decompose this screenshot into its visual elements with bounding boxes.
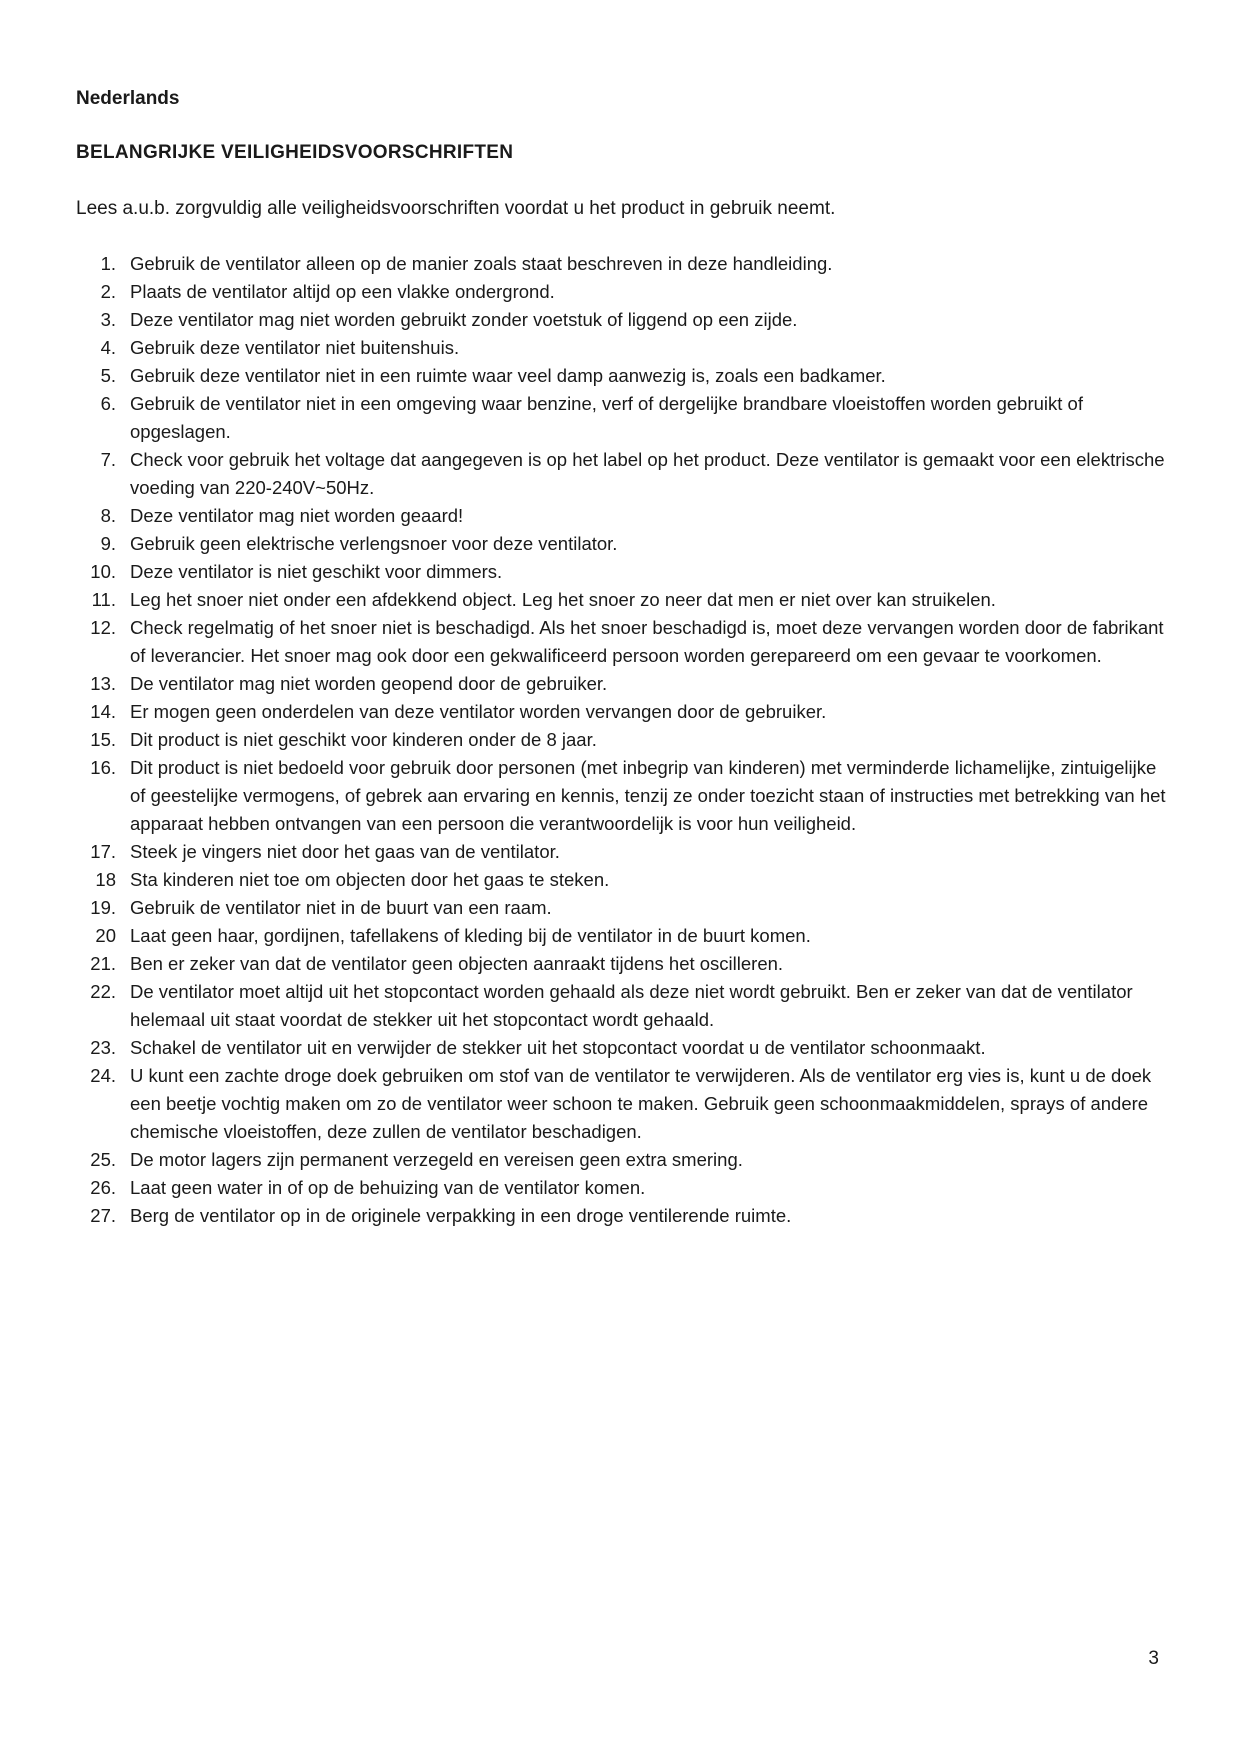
list-item-text: De motor lagers zijn permanent verzegeld en vereisen geen extra smering. — [130, 1149, 743, 1170]
list-item — [76, 894, 1176, 922]
list-item-text: Gebruik deze ventilator niet buitenshuis. — [130, 337, 460, 358]
list-item — [76, 866, 1176, 894]
list-item-number: 13. — [90, 673, 116, 694]
list-item — [76, 530, 1176, 558]
list-item-text: Sta kinderen niet toe om objecten door het gaas te steken. — [130, 869, 610, 890]
list-item — [76, 362, 1176, 390]
list-item — [76, 754, 1176, 838]
list-item-number: 18 — [95, 869, 116, 890]
language-heading: Nederlands — [76, 88, 180, 109]
list-item-text: Steek je vingers niet door het gaas van de ventilator. — [130, 841, 560, 862]
list-item-number: 17. — [90, 841, 116, 862]
page-number: 3 — [1148, 1648, 1159, 1669]
list-item — [76, 334, 1176, 362]
list-item — [76, 978, 1176, 1034]
list-item-number: 24. — [90, 1065, 116, 1086]
list-item-text: Deze ventilator mag niet worden gebruikt zonder voetstuk of liggend op een zijde. — [130, 309, 798, 330]
list-item — [76, 950, 1176, 978]
list-item-number: 20 — [95, 925, 116, 946]
list-item — [76, 1146, 1176, 1174]
list-item-number: 23. — [90, 1037, 116, 1058]
list-item-text: Ben er zeker van dat de ventilator geen objecten aanraakt tijdens het oscilleren. — [130, 953, 784, 974]
list-item-number: 8. — [100, 505, 116, 526]
list-item-number: 1. — [100, 253, 116, 274]
list-item-text: De ventilator moet altijd uit het stopcontact worden gehaald als deze niet wordt gebruikt. Ben er zeker van dat de ventilator helemaal uit staat voordat de stekker uit het stopcontact wordt gehaald. — [130, 981, 1133, 1030]
list-item-number: 4. — [100, 337, 116, 358]
list-item-number: 2. — [100, 281, 116, 302]
list-item-text: Dit product is niet bedoeld voor gebruik door personen (met inbegrip van kinderen) met verminderde lichamelijke, zintuigelijke of geestelijke vermogens, of gebrek aan ervaring en kennis, tenzij ze onder toezicht staan of instructies met betrekking van het apparaat hebben ontvangen van een persoon die verantwoordelijk is voor hun veiligheid. — [130, 757, 1166, 834]
list-item-number: 19. — [90, 897, 116, 918]
list-item-number: 3. — [100, 309, 116, 330]
list-item-number: 7. — [100, 449, 116, 470]
list-item-number: 6. — [100, 393, 116, 414]
list-item-text: Gebruik de ventilator niet in een omgeving waar benzine, verf of dergelijke brandbare vloeistoffen worden gebruikt of opgeslagen. — [130, 393, 1083, 442]
list-item-number: 5. — [100, 365, 116, 386]
list-item-text: Deze ventilator mag niet worden geaard! — [130, 505, 464, 526]
list-item-number: 14. — [90, 701, 116, 722]
list-item — [76, 670, 1176, 698]
list-item-text: Gebruik de ventilator niet in de buurt van een raam. — [130, 897, 552, 918]
intro-text: Lees a.u.b. zorgvuldig alle veiligheidsvoorschriften voordat u het product in gebruik neemt. — [76, 198, 836, 219]
list-item-number: 10. — [90, 561, 116, 582]
list-item-number: 11. — [91, 589, 116, 610]
list-item-text: Gebruik geen elektrische verlengsnoer voor deze ventilator. — [130, 533, 618, 554]
list-item-number: 9. — [100, 533, 116, 554]
list-item — [76, 278, 1176, 306]
list-item — [76, 922, 1176, 950]
list-item-number: 21. — [90, 953, 116, 974]
list-item-text: U kunt een zachte droge doek gebruiken om stof van de ventilator te verwijderen. Als de ventilator erg vies is, kunt u de doek een beetje vochtig maken om zo de ventilator weer schoon te maken. Gebruik geen schoonmaakmiddelen, sprays of andere chemische vloeistoffen, deze zullen de ventilator beschadigen. — [130, 1065, 1152, 1142]
list-item — [76, 614, 1176, 670]
list-item-number: 27. — [90, 1205, 116, 1226]
list-item-number: 16. — [90, 757, 116, 778]
list-item — [76, 390, 1176, 446]
list-item-text: Gebruik deze ventilator niet in een ruimte waar veel damp aanwezig is, zoals een badkamer. — [130, 365, 886, 386]
list-item — [76, 1174, 1176, 1202]
list-item-text: Laat geen haar, gordijnen, tafellakens of kleding bij de ventilator in de buurt komen. — [130, 925, 811, 946]
list-item — [76, 306, 1176, 334]
list-item — [76, 1034, 1176, 1062]
list-item-number: 26. — [90, 1177, 116, 1198]
list-item — [76, 1202, 1176, 1230]
list-item — [76, 446, 1176, 502]
list-item-text: Gebruik de ventilator alleen op de manier zoals staat beschreven in deze handleiding. — [130, 253, 833, 274]
list-item-text: Check voor gebruik het voltage dat aangegeven is op het label op het product. Deze ventilator is gemaakt voor een elektrische voeding van 220-240V~50Hz. — [130, 449, 1165, 498]
list-item-text: De ventilator mag niet worden geopend door de gebruiker. — [130, 673, 608, 694]
page-title: BELANGRIJKE VEILIGHEIDSVOORSCHRIFTEN — [76, 142, 514, 163]
list-item-number: 15. — [90, 729, 116, 750]
list-item-text: Deze ventilator is niet geschikt voor dimmers. — [130, 561, 503, 582]
list-item-number: 22. — [90, 981, 116, 1002]
list-item-text: Laat geen water in of op de behuizing van de ventilator komen. — [130, 1177, 646, 1198]
list-item — [76, 698, 1176, 726]
list-item — [76, 726, 1176, 754]
list-item-text: Er mogen geen onderdelen van deze ventilator worden vervangen door de gebruiker. — [130, 701, 827, 722]
list-item-text: Dit product is niet geschikt voor kinderen onder de 8 jaar. — [130, 729, 597, 750]
list-item — [76, 838, 1176, 866]
list-item — [76, 586, 1176, 614]
list-item-text: Check regelmatig of het snoer niet is beschadigd. Als het snoer beschadigd is, moet deze vervangen worden door de fabrikant of leverancier. Het snoer mag ook door een gekwalificeerd persoon worden gerepareerd om een gevaar te voorkomen. — [130, 617, 1164, 666]
safety-rules-list — [76, 250, 1176, 1230]
list-item — [76, 502, 1176, 530]
list-item — [76, 1062, 1176, 1146]
list-item-number: 12. — [90, 617, 116, 638]
list-item-text: Berg de ventilator op in de originele verpakking in een droge ventilerende ruimte. — [130, 1205, 792, 1226]
list-item-text: Plaats de ventilator altijd op een vlakke ondergrond. — [130, 281, 555, 302]
list-item-text: Leg het snoer niet onder een afdekkend object. Leg het snoer zo neer dat men er niet over kan struikelen. — [130, 589, 996, 610]
list-item-number: 25. — [90, 1149, 116, 1170]
list-item — [76, 558, 1176, 586]
list-item-text: Schakel de ventilator uit en verwijder de stekker uit het stopcontact voordat u de ventilator schoonmaakt. — [130, 1037, 986, 1058]
list-item — [76, 250, 1176, 278]
document-page — [76, 84, 1176, 1230]
